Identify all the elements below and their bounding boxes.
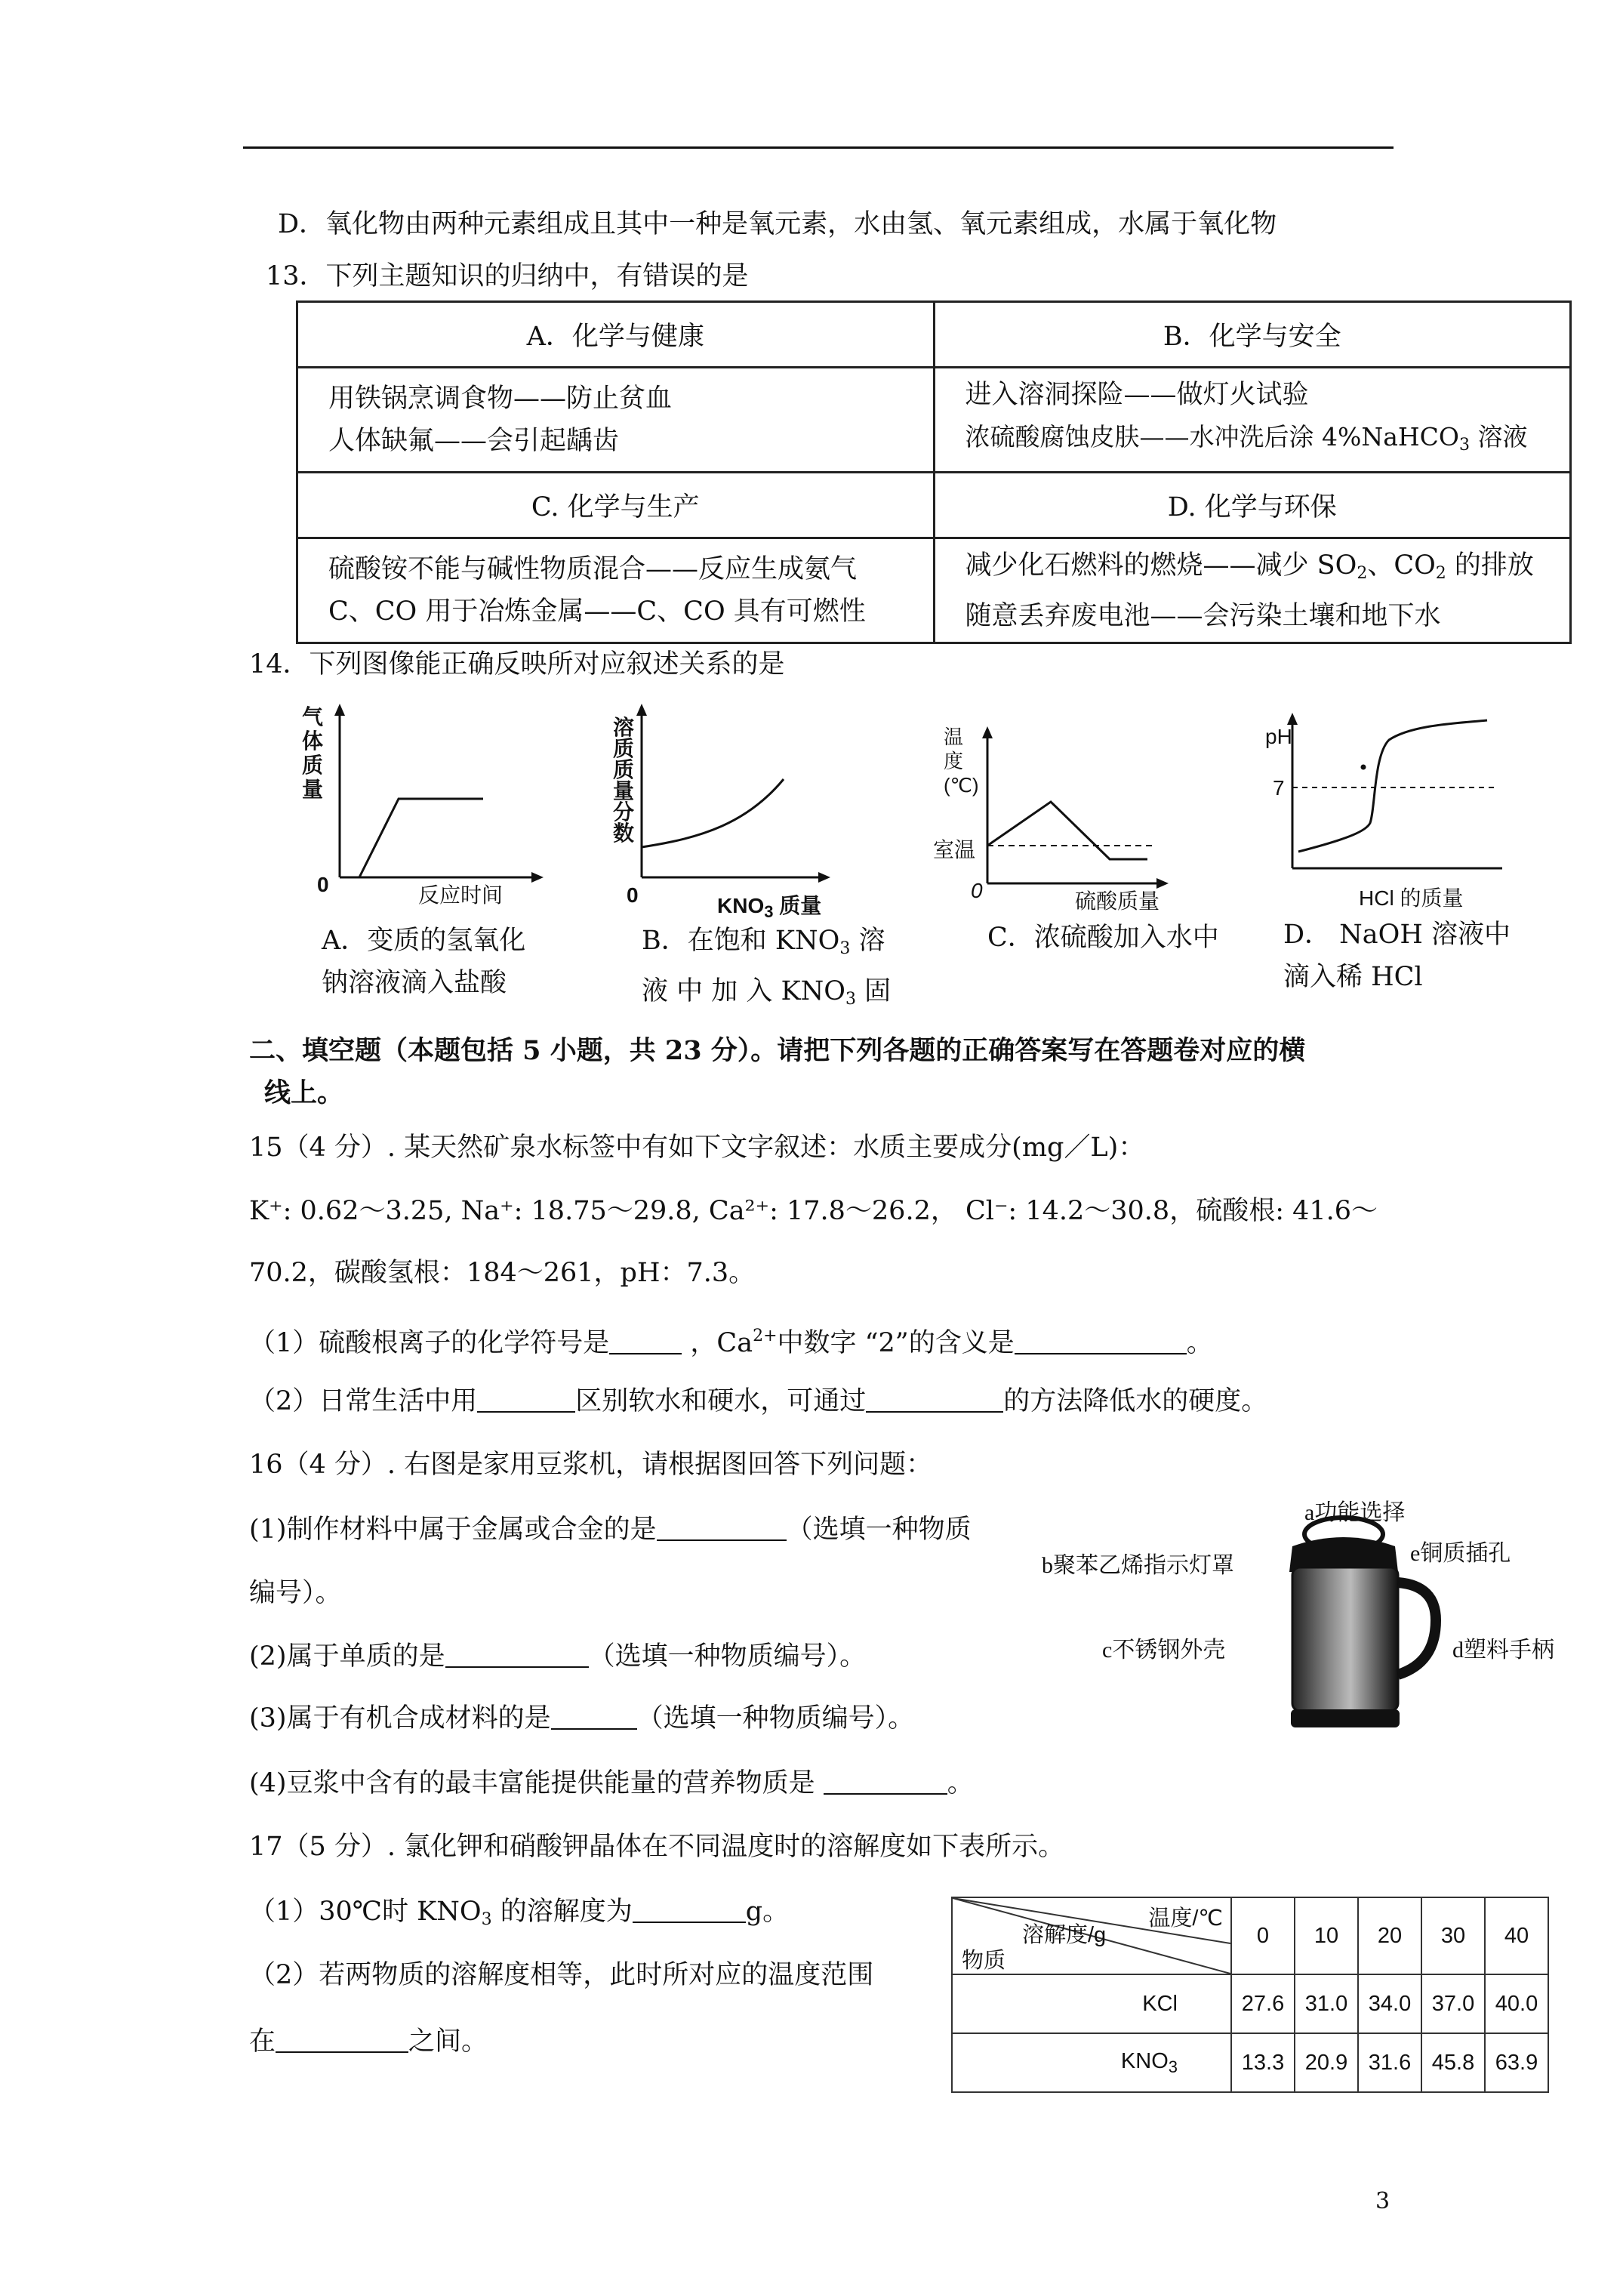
q16-blank-1[interactable] bbox=[657, 1517, 787, 1541]
q13-d-line1-b: 、CO bbox=[1367, 550, 1436, 581]
q14-caption-d bbox=[1283, 914, 1511, 998]
graph-d-seven: 7 bbox=[1273, 776, 1285, 800]
q13-d-line1 bbox=[965, 544, 1540, 595]
q16-p4-a: (4)豆浆中含有的最丰富能提供能量的营养物质是 bbox=[249, 1768, 815, 1798]
q17-stem: 17（5 分）. 氯化钾和硝酸钾晶体在不同温度时的溶解度如下表所示。 bbox=[249, 1832, 1065, 1862]
q13-b-head: B．化学与安全 bbox=[934, 302, 1571, 368]
q16-p1-a: (1)制作材料中属于金属或合金的是 bbox=[249, 1515, 657, 1545]
graph-a-ylabel-1: 体 bbox=[302, 729, 324, 753]
kcl-30: 37.0 bbox=[1421, 1974, 1485, 2033]
figure-label-b: b聚苯乙烯指示灯罩 bbox=[1042, 1553, 1234, 1578]
kno3-name-sub: 3 bbox=[1168, 2057, 1178, 2076]
q16-p3-b: （选填一种物质编号）。 bbox=[636, 1703, 915, 1734]
q15-blank-4[interactable] bbox=[866, 1388, 1003, 1413]
q16-stem: 16（4 分）. 右图是家用豆浆机，请根据图回答下列问题： bbox=[249, 1450, 933, 1480]
q12-option-d: D．氧化物由两种元素组成且其中一种是氧元素，水由氢、氧元素组成，水属于氧化物 bbox=[278, 209, 1277, 239]
q17-blank-2[interactable] bbox=[276, 2029, 408, 2053]
temp-0: 0 bbox=[1231, 1897, 1295, 1974]
q16-blank-4[interactable] bbox=[824, 1771, 947, 1795]
q13-d-line1-s1: 2 bbox=[1357, 563, 1368, 583]
kno3-20: 31.6 bbox=[1358, 2033, 1421, 2092]
graph-b-ylabel-5: 数 bbox=[613, 821, 635, 845]
q14-caption-b bbox=[642, 920, 891, 1021]
caption-b-line1 bbox=[642, 920, 891, 970]
header-rule bbox=[243, 146, 1394, 149]
q13-d-line1-a: 减少化石燃料的燃烧——减少 SO bbox=[965, 550, 1357, 581]
graph-a-y-arrow bbox=[334, 704, 345, 716]
graph-b-ylabel-3: 量 bbox=[613, 779, 635, 803]
q13-c-line1: 硫酸铵不能与碱性物质混合——反应生成氨气 bbox=[328, 554, 858, 584]
q15-line3: 70.2，碳酸氢根：184～261，pH：7.3。 bbox=[249, 1258, 756, 1288]
header-temp: 温度/℃ bbox=[1148, 1906, 1223, 1931]
q15-part2 bbox=[249, 1385, 1267, 1418]
section2-line1: 二、填空题（本题包括 5 小题，共 23 分）。请把下列各题的正确答案写在答题卷对应的横 bbox=[249, 1035, 1306, 1066]
graph-a-curve bbox=[359, 799, 483, 877]
caption-b-line2-b: 固 bbox=[855, 976, 892, 1006]
q13-d-body bbox=[934, 538, 1571, 643]
q13-b-line1: 进入溶洞探险——做灯火试验 bbox=[965, 379, 1309, 410]
graph-a-ylabel-2: 质 bbox=[302, 754, 324, 777]
graph-b-ylabel-1: 质 bbox=[613, 737, 635, 760]
caption-b-line1-a: B．在饱和 KNO bbox=[642, 926, 840, 956]
graph-c-ylabel-0: 温 bbox=[944, 726, 964, 748]
temp-10: 10 bbox=[1295, 1897, 1358, 1974]
header-solubility: 溶解度/g bbox=[1022, 1923, 1107, 1947]
q17-blank-1[interactable] bbox=[633, 1899, 746, 1923]
kno3-40: 63.9 bbox=[1485, 2033, 1548, 2092]
q15-blank-3[interactable] bbox=[477, 1388, 575, 1413]
q16-p2-b: （选填一种物质编号）。 bbox=[588, 1641, 867, 1672]
graph-b-xlabel-tail: 质量 bbox=[773, 894, 822, 917]
graph-d-y-arrow bbox=[1287, 713, 1298, 725]
kcl-20: 34.0 bbox=[1358, 1974, 1421, 2033]
q15-p2-c: 的方法降低水的硬度。 bbox=[1003, 1386, 1268, 1416]
graph-b-curve bbox=[642, 779, 784, 847]
machine-handle bbox=[1398, 1583, 1436, 1675]
q13-d-line1-s2: 2 bbox=[1435, 563, 1446, 583]
graph-a-xlabel: 反应时间 bbox=[418, 883, 504, 907]
page-number: 3 bbox=[1375, 2188, 1390, 2214]
q13-c-body bbox=[297, 538, 935, 643]
graph-c-xlabel: 硫酸质量 bbox=[1075, 889, 1160, 913]
q15-blank-2[interactable] bbox=[1015, 1330, 1187, 1354]
q17-p1-a: （1）30℃时 KNO bbox=[249, 1897, 482, 1927]
q17-p3-a: 在 bbox=[249, 2026, 276, 2057]
q13-a-body bbox=[297, 368, 935, 473]
q13-b-line2-sub: 3 bbox=[1458, 435, 1470, 455]
q13-d-line2: 随意丢弃废电池——会污染土壤和地下水 bbox=[965, 600, 1441, 631]
kno3-30: 45.8 bbox=[1421, 2033, 1485, 2092]
graph-a-ylabel bbox=[302, 705, 329, 802]
q16-p2-a: (2)属于单质的是 bbox=[249, 1641, 445, 1672]
figure-label-a: a功能选择 bbox=[1304, 1500, 1406, 1525]
graph-c-ylabel bbox=[944, 725, 979, 797]
kcl-40: 40.0 bbox=[1485, 1974, 1548, 2033]
temp-20: 20 bbox=[1358, 1897, 1421, 1974]
q16-part1-cont: 编号）。 bbox=[249, 1578, 342, 1608]
graph-b-origin: 0 bbox=[627, 883, 639, 907]
q15-p1-a: （1）硫酸根离子的化学符号是 bbox=[249, 1328, 610, 1358]
q15-p1-b: ，Ca bbox=[690, 1328, 753, 1358]
q17-part2: （2）若两物质的溶解度相等，此时所对应的温度范围 bbox=[249, 1960, 874, 1990]
kcl-10: 31.0 bbox=[1295, 1974, 1358, 2033]
q13-b-line2-a: 浓硫酸腐蚀皮肤——水冲洗后涂 4%NaHCO bbox=[965, 421, 1459, 451]
q14-graph-d bbox=[1261, 710, 1517, 883]
q16-part3 bbox=[249, 1702, 914, 1735]
graph-d-curve bbox=[1298, 720, 1487, 852]
q16-part1 bbox=[249, 1513, 972, 1546]
graph-a-x-arrow bbox=[531, 872, 544, 883]
graph-b-xlabel bbox=[717, 889, 821, 922]
q15-p2-b: 区别软水和硬水，可通过 bbox=[575, 1386, 867, 1416]
q16-blank-3[interactable] bbox=[551, 1706, 637, 1730]
q16-part2 bbox=[249, 1640, 866, 1673]
graph-b-xlabel-main: KNO bbox=[717, 894, 765, 917]
kno3-name-main: KNO bbox=[1120, 2048, 1169, 2073]
kno3-10: 20.9 bbox=[1295, 2033, 1358, 2092]
q16-p3-a: (3)属于有机合成材料的是 bbox=[249, 1703, 551, 1734]
q13-a-line2: 人体缺氟——会引起龋齿 bbox=[328, 426, 620, 456]
kno3-0: 13.3 bbox=[1231, 2033, 1295, 2092]
q13-b-line2 bbox=[965, 416, 1540, 467]
q17-part2-cont bbox=[249, 2025, 488, 2058]
caption-d-line2: 滴入稀 HCl bbox=[1283, 962, 1423, 992]
kno3-name bbox=[952, 2033, 1231, 2092]
graph-c-origin: 0 bbox=[971, 879, 983, 902]
graph-c-ylabel-2: (℃) bbox=[944, 774, 979, 797]
q13-table bbox=[296, 300, 1572, 644]
q17-p1-b: 的溶解度为 bbox=[491, 1897, 633, 1927]
caption-b-line2-a: 液 中 加 入 KNO bbox=[642, 976, 845, 1006]
graph-c-room: 室温 bbox=[933, 838, 976, 861]
q17-p1-c: g。 bbox=[745, 1897, 790, 1927]
section2-line2: 线上。 bbox=[264, 1077, 344, 1108]
q17-p3-b: 之间。 bbox=[408, 2026, 488, 2057]
q13-b-line2-b: 溶液 bbox=[1469, 421, 1528, 451]
q15-stem: 15（4 分）. 某天然矿泉水标签中有如下文字叙述：水质主要成分(mg／L)： bbox=[249, 1133, 1145, 1163]
temp-30: 30 bbox=[1421, 1897, 1485, 1974]
graph-b-ylabel-4: 分 bbox=[613, 800, 635, 824]
graph-b-ylabel-2: 质 bbox=[613, 758, 635, 781]
graph-a-origin: 0 bbox=[317, 873, 329, 896]
q16-blank-2[interactable] bbox=[445, 1644, 589, 1668]
q14-caption-c: C．浓硫酸加入水中 bbox=[987, 923, 1219, 953]
q16-p1-b: （选填一种物质 bbox=[786, 1515, 972, 1545]
q15-p2-a: （2）日常生活中用 bbox=[249, 1386, 478, 1416]
graph-c-ylabel-1: 度 bbox=[944, 750, 964, 772]
q15-p1-sup: 2+ bbox=[753, 1327, 778, 1345]
q15-blank-1[interactable] bbox=[609, 1330, 682, 1354]
q13-stem: 13．下列主题知识的归纳中，有错误的是 bbox=[266, 261, 749, 291]
graph-a-ylabel-0: 气 bbox=[302, 705, 324, 729]
graph-b-x-arrow bbox=[818, 872, 830, 883]
caption-b-line1-b: 溶 bbox=[850, 926, 885, 956]
header-substance: 物质 bbox=[962, 1949, 1006, 1973]
graph-b-ylabel bbox=[613, 717, 640, 844]
figure-label-d: d塑料手柄 bbox=[1452, 1638, 1554, 1663]
solubility-table bbox=[951, 1897, 1549, 2093]
q15-p1-d: 。 bbox=[1186, 1328, 1213, 1358]
graph-d-xlabel: HCl 的质量 bbox=[1359, 886, 1464, 910]
caption-a-line2: 钠溶液滴入盐酸 bbox=[322, 968, 507, 998]
q15-line2: K⁺: 0.62～3.25, Na⁺: 18.75～29.8, Ca²⁺: 17.8～26.2， Cl⁻: 14.2～30.8，硫酸根: 41.6～ bbox=[249, 1196, 1378, 1226]
figure-label-e: e铜质插孔 bbox=[1410, 1541, 1511, 1566]
graph-b-xlabel-sub: 3 bbox=[764, 902, 774, 921]
solubility-header-cell bbox=[952, 1897, 1231, 1974]
q13-d-head: D. 化学与环保 bbox=[934, 473, 1571, 538]
q16-p4-b: 。 bbox=[947, 1768, 974, 1798]
caption-a-line1: A．变质的氢氧化 bbox=[322, 926, 526, 956]
caption-b-line1-sub: 3 bbox=[839, 939, 851, 958]
figure-label-c: c不锈钢外壳 bbox=[1102, 1638, 1226, 1663]
q17-p1-sub: 3 bbox=[481, 1910, 492, 1929]
graph-c-y-arrow bbox=[982, 726, 993, 738]
q17-part1 bbox=[249, 1895, 789, 1937]
kcl-name: KCl bbox=[952, 1974, 1231, 2033]
caption-b-line2 bbox=[642, 970, 891, 1021]
graph-d-ylabel: pH bbox=[1265, 725, 1292, 748]
caption-d-line1: D． NaOH 溶液中 bbox=[1283, 920, 1511, 950]
q13-a-head: A．化学与健康 bbox=[297, 302, 935, 368]
graph-b-ylabel-0: 溶 bbox=[613, 716, 635, 739]
q15-p1-c: 中数字 “2”的含义是 bbox=[777, 1328, 1015, 1358]
caption-b-line2-sub: 3 bbox=[845, 990, 856, 1009]
graph-a-ylabel-3: 量 bbox=[302, 778, 324, 801]
q14-caption-a bbox=[322, 920, 525, 1004]
kcl-0: 27.6 bbox=[1231, 1974, 1295, 2033]
machine-body bbox=[1292, 1567, 1398, 1711]
q13-b-body bbox=[934, 368, 1571, 473]
q16-part4 bbox=[249, 1767, 974, 1800]
q13-a-line1: 用铁锅烹调食物——防止贫血 bbox=[328, 384, 673, 414]
q14-stem: 14．下列图像能正确反映所对应叙述关系的是 bbox=[249, 649, 785, 680]
q13-d-line1-c: 的排放 bbox=[1446, 550, 1534, 581]
graph-d-dot bbox=[1361, 765, 1366, 770]
graph-c-curve bbox=[987, 802, 1147, 859]
section2-heading bbox=[249, 1030, 1305, 1114]
q15-part1 bbox=[249, 1320, 1213, 1360]
temp-40: 40 bbox=[1485, 1897, 1548, 1974]
q13-c-line2: C、CO 用于冶炼金属——C、CO 具有可燃性 bbox=[328, 596, 866, 627]
q13-c-head: C. 化学与生产 bbox=[297, 473, 935, 538]
q14-graph-a bbox=[296, 702, 560, 902]
graph-b-y-arrow bbox=[636, 704, 647, 716]
machine-base bbox=[1291, 1709, 1400, 1727]
